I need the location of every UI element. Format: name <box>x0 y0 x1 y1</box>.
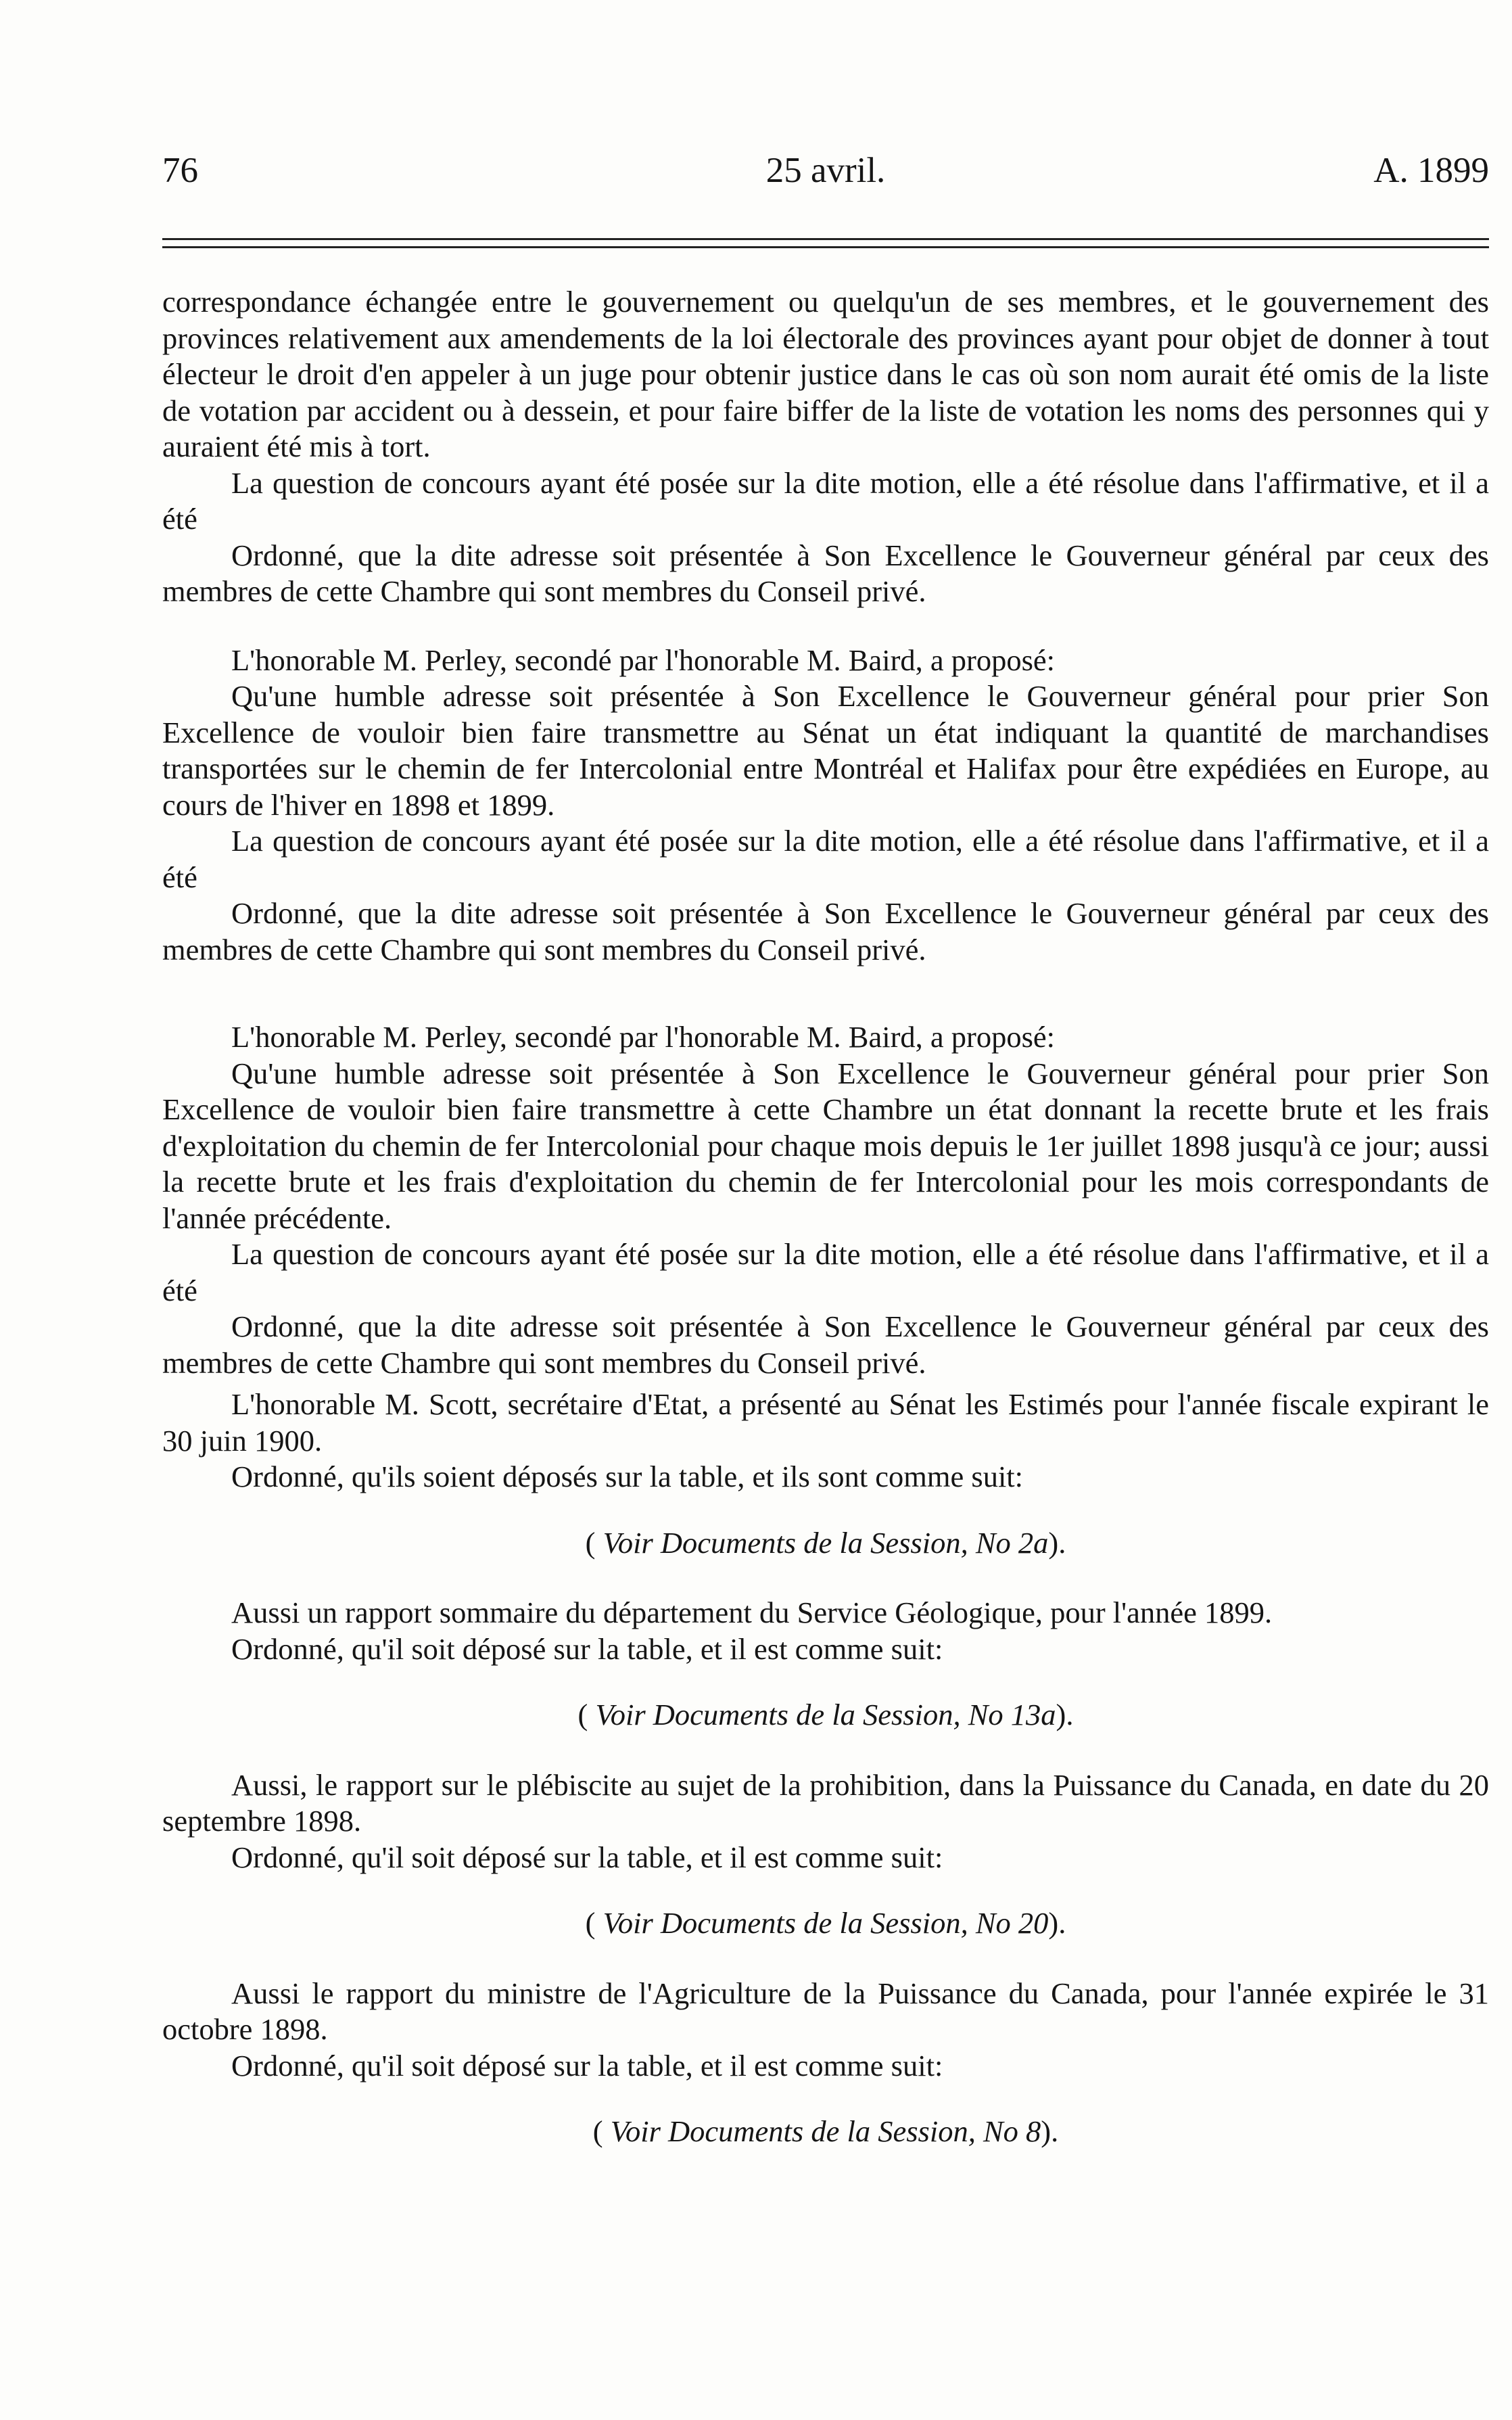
paragraph: Ordonné, que la dite adresse soit présentée à Son Excellence le Gouverneur général par ceux des membres de cette Chambre qui sont membres du Conseil privé. <box>162 1309 1489 1380</box>
header-rule-top <box>162 238 1489 240</box>
header-rule-bottom <box>162 246 1489 248</box>
document-reference: ( Voir Documents de la Session, No 2a). <box>585 1525 1066 1560</box>
document-reference: ( Voir Documents de la Session, No 20). <box>585 1906 1066 1940</box>
motion-heading: L'honorable M. Perley, secondé par l'honorable M. Baird, a proposé: <box>231 1020 1056 1054</box>
document-reference: ( Voir Documents de la Session, No 13a). <box>577 1698 1074 1731</box>
paragraph: Qu'une humble adresse soit présentée à Son Excellence le Gouverneur général pour prier Son Excellence de vouloir bien faire transmettre au Sénat un état indiquant la quantité de marchandises transportées sur le chemin de fer Intercolonial entre Montréal et Halifax pour être expédiées en Europe, au cours de l'hiver en 1898 et 1899. <box>162 679 1489 822</box>
paragraph: Aussi un rapport sommaire du département du Service Géologique, pour l'année 1899. <box>231 1596 1273 1629</box>
motion-heading: L'honorable M. Perley, secondé par l'honorable M. Baird, a proposé: <box>231 643 1056 677</box>
paragraph: Aussi, le rapport sur le plébiscite au sujet de la prohibition, dans la Puissance du Canada, en date du 20 septembre 1898. <box>162 1767 1489 1838</box>
paragraph: La question de concours ayant été posée sur la dite motion, elle a été résolue dans l'affirmative, et il a été <box>162 1237 1489 1307</box>
paragraph: Ordonné, qu'il soit déposé sur la table, et il est comme suit: <box>231 2048 943 2082</box>
paragraph: Ordonné, que la dite adresse soit présentée à Son Excellence le Gouverneur général par ceux des membres de cette Chambre qui sont membres du Conseil privé. <box>162 896 1489 967</box>
paragraph: Ordonné, que la dite adresse soit présentée à Son Excellence le Gouverneur général par ceux des membres de cette Chambre qui sont membres du Conseil privé. <box>162 538 1489 608</box>
paragraph: La question de concours ayant été posée sur la dite motion, elle a été résolue dans l'affirmative, et il a été <box>162 824 1489 894</box>
paragraph: correspondance échangée entre le gouvernement ou quelqu'un de ses membres, et le gouvernement des provinces relativement aux amendements de la loi électorale des provinces ayant pour objet de donner à tout électeur le droit d'en appeler à un juge pour obtenir justice dans le cas où son nom aurait été omis de la liste de votation par accident ou à dessein, et pour faire biffer de la liste de votation les noms des personnes qui y auraient été mis à tort. <box>162 285 1489 463</box>
paragraph: Ordonné, qu'il soit déposé sur la table, et il est comme suit: <box>231 1840 943 1874</box>
paragraph: Ordonné, qu'il soit déposé sur la table, et il est comme suit: <box>231 1631 943 1666</box>
page-number: 76 <box>162 151 198 190</box>
paragraph: Ordonné, qu'ils soient déposés sur la table, et ils sont comme suit: <box>231 1460 1024 1493</box>
paragraph: Qu'une humble adresse soit présentée à Son Excellence le Gouverneur général pour prier Son Excellence de vouloir bien faire transmettre à cette Chambre un état donnant la recette brute et les frais d'exploitation du chemin de fer Intercolonial pour chaque mois depuis le 1er juillet 1898 jusqu'à ce jour; aussi la recette brute et les frais d'exploitation du chemin de fer Intercolonial pour les mois correspondants de l'année précédente. <box>162 1056 1489 1235</box>
document-reference: ( Voir Documents de la Session, No 8). <box>592 2114 1059 2148</box>
header-year: A. 1899 <box>1373 151 1489 190</box>
paragraph: La question de concours ayant été posée sur la dite motion, elle a été résolue dans l'affirmative, et il a été <box>162 465 1489 536</box>
paragraph: Aussi le rapport du ministre de l'Agriculture de la Puissance du Canada, pour l'année expirée le 31 octobre 1898. <box>162 1976 1489 2046</box>
header-date: 25 avril. <box>765 151 886 190</box>
document-body <box>162 284 1489 2150</box>
paragraph: L'honorable M. Scott, secrétaire d'Etat, a présenté au Sénat les Estimés pour l'année fiscale expirant le 30 juin 1900. <box>162 1387 1489 1458</box>
page-header <box>162 150 1489 197</box>
